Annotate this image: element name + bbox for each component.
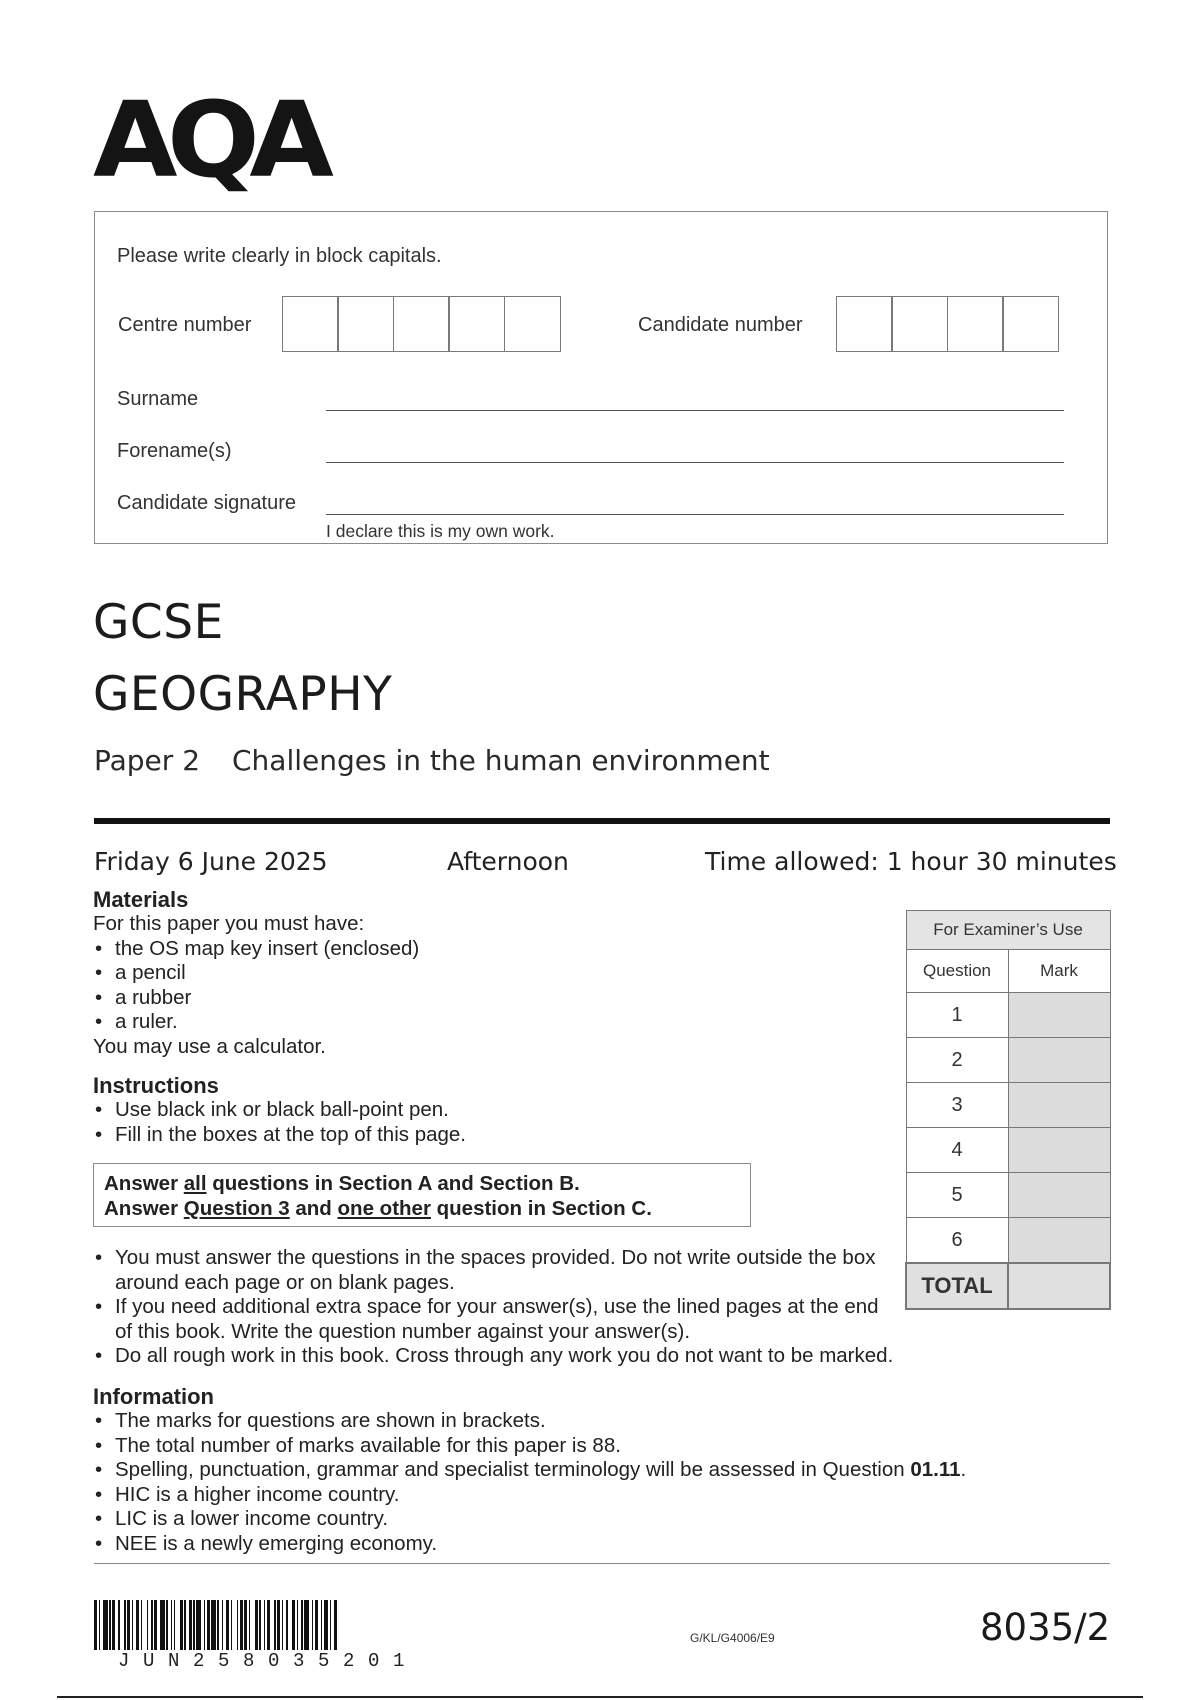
materials-list — [93, 937, 793, 1035]
centre-digit-box[interactable] — [337, 296, 394, 352]
list-item: • If you need additional extra space for your answer(s), use the lined pages at the end of this book. Write the question number against your answer(s). — [93, 1295, 895, 1344]
table-row — [906, 1173, 1110, 1218]
list-item: • NEE is a newly emerging economy. — [93, 1532, 1093, 1557]
exam-date: Friday 6 June 2025 — [94, 847, 328, 876]
information-divider — [94, 1563, 1110, 1564]
examiner-use-heading: For Examiner’s Use — [906, 911, 1110, 950]
declaration-text: I declare this is my own work. — [326, 521, 555, 541]
answer-requirements-box — [93, 1163, 751, 1227]
mark-column-header: Mark — [1008, 950, 1110, 993]
information-list — [93, 1409, 1093, 1556]
materials-intro: For this paper you must have: — [93, 912, 365, 935]
text: questions in Section A and Section B. — [206, 1172, 580, 1195]
answer-line-2 — [104, 1196, 740, 1221]
list-item: • the OS map key insert (enclosed) — [93, 937, 793, 962]
information-heading: Information — [93, 1384, 214, 1409]
title-divider — [94, 818, 1110, 824]
question-number: 3 — [906, 1083, 1008, 1128]
table-row — [906, 1263, 1110, 1309]
subject-title: GEOGRAPHY — [93, 667, 393, 722]
materials-section — [93, 912, 793, 1059]
candidate-digit-box[interactable] — [1002, 296, 1059, 352]
text: Spelling, punctuation, grammar and specialist terminology will be assessed in Question — [115, 1458, 911, 1481]
calculator-note: You may use a calculator. — [93, 1034, 326, 1058]
list-item: • a ruler. — [93, 1010, 793, 1035]
surname-field[interactable] — [326, 410, 1064, 411]
candidate-number-label: Candidate number — [638, 314, 803, 336]
more-instructions-list — [93, 1246, 993, 1369]
candidate-digit-box[interactable] — [947, 296, 1004, 352]
instructions-section — [93, 1098, 793, 1147]
list-item: • HIC is a higher income country. — [93, 1483, 1093, 1508]
table-row — [906, 993, 1110, 1038]
centre-digit-box[interactable] — [282, 296, 339, 352]
centre-number-boxes[interactable] — [283, 296, 561, 352]
total-mark-cell[interactable] — [1008, 1263, 1110, 1309]
emphasis: all — [183, 1172, 207, 1195]
examiner-use-table — [905, 910, 1111, 1310]
list-item: • Do all rough work in this book. Cross through any work you do not want to be marked. — [93, 1344, 993, 1369]
page-bottom-rule — [57, 1696, 1143, 1698]
signature-label: Candidate signature — [117, 492, 297, 514]
list-item: • LIC is a lower income country. — [93, 1507, 1093, 1532]
paper-title: Challenges in the human environment — [232, 744, 770, 777]
text: Answer — [104, 1172, 184, 1195]
forename-label: Forename(s) — [117, 440, 232, 462]
barcode — [94, 1600, 474, 1650]
barcode-bar — [337, 1600, 339, 1650]
mark-cell[interactable] — [1008, 1173, 1110, 1218]
emphasis: one other — [337, 1197, 431, 1220]
table-row — [906, 1128, 1110, 1173]
table-row — [906, 1038, 1110, 1083]
surname-label: Surname — [117, 388, 199, 410]
candidate-digit-box[interactable] — [891, 296, 948, 352]
mark-cell[interactable] — [1008, 1128, 1110, 1173]
list-item: • You must answer the questions in the spaces provided. Do not write outside the box around each page or on blank pages. — [93, 1246, 895, 1295]
question-number: 4 — [906, 1128, 1008, 1173]
paper-code: 8035/2 — [980, 1606, 1111, 1649]
text: . — [960, 1458, 967, 1481]
centre-number-label: Centre number — [118, 314, 252, 336]
list-item: • Fill in the boxes at the top of this page. — [93, 1123, 793, 1148]
mark-cell[interactable] — [1008, 1218, 1110, 1264]
text: and — [289, 1197, 338, 1220]
aqa-logo: AQA — [93, 79, 324, 201]
candidate-digit-box[interactable] — [836, 296, 893, 352]
materials-heading: Materials — [93, 887, 189, 912]
block-capitals-instruction: Please write clearly in block capitals. — [117, 245, 442, 267]
time-allowed: Time allowed: 1 hour 30 minutes — [705, 847, 1117, 876]
list-item — [93, 1458, 1093, 1483]
list-item: • The total number of marks available for this paper is 88. — [93, 1434, 1093, 1459]
barcode-text: JUN258035201 — [118, 1650, 419, 1672]
question-number: 6 — [906, 1218, 1008, 1264]
mark-cell[interactable] — [1008, 1038, 1110, 1083]
table-row — [906, 1218, 1110, 1264]
signature-field[interactable] — [326, 514, 1064, 515]
list-item: • The marks for questions are shown in brackets. — [93, 1409, 1093, 1434]
list-item: • a pencil — [93, 961, 793, 986]
text: Answer — [104, 1197, 184, 1220]
question-number: 5 — [906, 1173, 1008, 1218]
candidate-number-boxes[interactable] — [837, 296, 1059, 352]
question-number: 1 — [906, 993, 1008, 1038]
list-item: • Use black ink or black ball-point pen. — [93, 1098, 793, 1123]
text: question in Section C. — [430, 1197, 652, 1220]
emphasis: Question 3 — [183, 1197, 290, 1220]
more-instructions — [93, 1246, 993, 1369]
answer-line-1 — [104, 1171, 740, 1196]
centre-digit-box[interactable] — [504, 296, 561, 352]
paper-reference: G/KL/G4006/E9 — [690, 1631, 775, 1645]
table-row — [906, 1083, 1110, 1128]
question-number: 2 — [906, 1038, 1008, 1083]
question-column-header: Question — [906, 950, 1008, 993]
instructions-heading: Instructions — [93, 1073, 219, 1098]
paper-number: Paper 2 — [94, 744, 201, 777]
instructions-list — [93, 1098, 793, 1147]
centre-digit-box[interactable] — [448, 296, 505, 352]
spag-question-ref: 01.11 — [910, 1458, 961, 1481]
forename-field[interactable] — [326, 462, 1064, 463]
list-item: • a rubber — [93, 986, 793, 1011]
qualification-title: GCSE — [93, 595, 224, 650]
mark-cell[interactable] — [1008, 1083, 1110, 1128]
centre-digit-box[interactable] — [393, 296, 450, 352]
mark-cell[interactable] — [1008, 993, 1110, 1038]
information-section — [93, 1409, 1093, 1556]
exam-session: Afternoon — [447, 847, 569, 876]
total-label: TOTAL — [906, 1263, 1008, 1309]
